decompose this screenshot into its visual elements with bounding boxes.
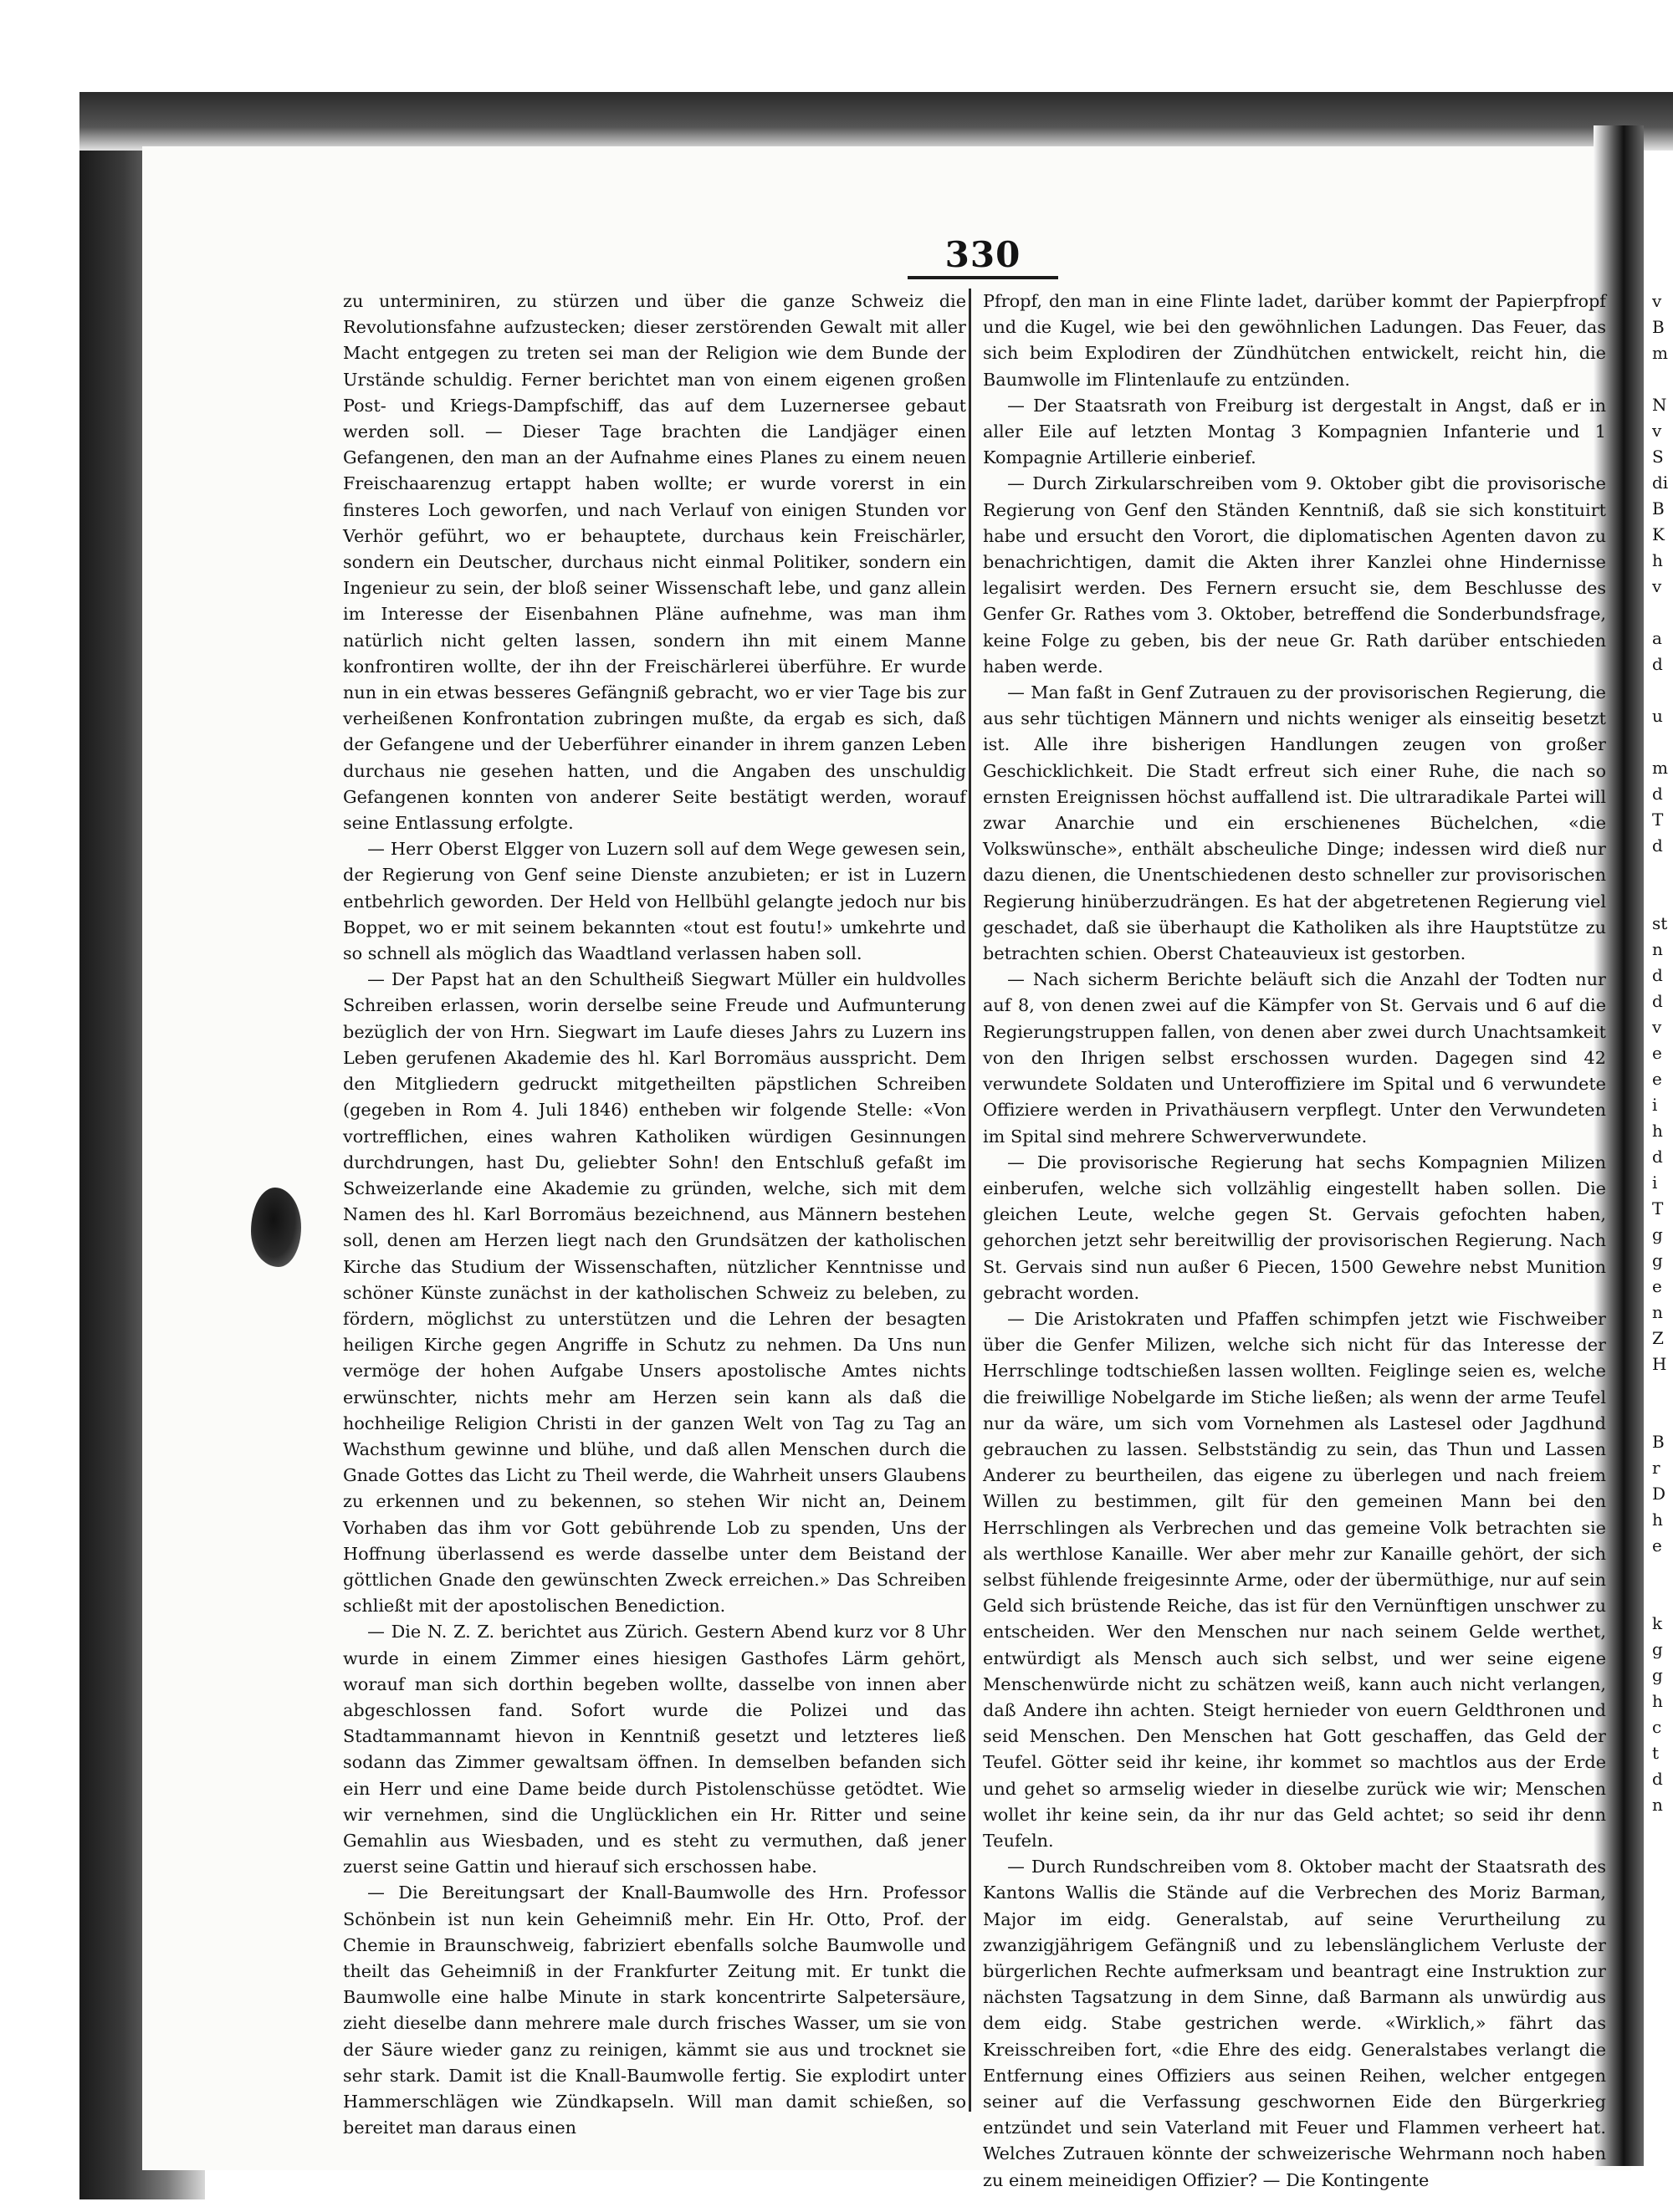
left-column <box>343 289 967 2138</box>
ink-blot <box>251 1188 301 1267</box>
right-paragraph: — Durch Zirkularschreiben vom 9. Oktober gibt die provisorische Regierung von Genf den Ständen Kenntniß, daß sie sich konstituirt habe und ersucht den Vorort, die diplomatischen Agenten davon zu benachrichtigen, damit die Akten ihrer Kanzlei ohne Hindernisse legalisirt werden. Des Fernern ersucht sie, dem Beschlusse des Genfer Gr. Rathes vom 3. Oktober, betreffend die Sonderbundsfrage, keine Folge zu geben, bis der neue Gr. Rath darüber entschieden haben werde. <box>983 473 1606 677</box>
left-paragraph: zu unterminiren, zu stürzen und über die ganze Schweiz die Revolutionsfahne aufzustecken; dieser zerstörenden Gewalt mit aller Macht entgegen zu treten sei man der Religion wie dem Bunde der Urstände schuldig. Ferner berichtet man von einem eigenen großen Post- und Kriegs-Dampfschiff, das auf dem Luzernersee gebaut werden soll. — Dieser Tage brachten die Landjäger einen Gefangenen, den man an der Aufnahme eines Planes zu einem neuen Freischaarenzug ertappt haben wollte; er wurde vorerst in ein finsteres Loch geworfen, und nach Verlauf von einigen Stunden vor Verhör geführt, wo er behauptete, durchaus kein Freischärler, sondern ein Deutscher, durchaus nicht einmal Politiker, sondern ein Ingenieur zu sein, der bloß seiner Wissenschaft lebe, und ganz allein im Interesse der Eisenbahnen Pläne aufnehme, was man ihm natürlich nicht gelten lassen, sondern ihn mit einem Manne konfrontiren wollte, der ihn der Freischärlerei überführe. Er wurde nun in ein etwas besseres Gefängniß gebracht, wo er vier Tage bis zur verheißenen Konfrontation zubringen mußte, da ergab es sich, daß der Gefangene und der Ueberführer einander in ihrem ganzen Leben durchaus nie gesehen hatten, und die Angaben des unschuldig Gefangenen konnten von anderer Seite bestätigt werden, worauf seine Entlassung erfolgte. <box>343 291 967 834</box>
left-paragraph: — Die N. Z. Z. berichtet aus Zürich. Gestern Abend kurz vor 8 Uhr wurde in einem Zimmer eines hiesigen Gasthofes Lärm gehört, worauf man sich dorthin begeben wollte, dasselbe von innen aber abgeschlossen fand. Sofort wurde die Polizei und das Stadtammannamt hievon in Kenntniß gesetzt und letzteres ließ sodann das Zimmer gewaltsam öffnen. In demselben befanden sich ein Herr und eine Dame beide durch Pistolenschüsse getödtet. Wie wir vernehmen, sind die Unglücklichen ein Hr. Ritter und seine Gemahlin aus Wiesbaden, und es steht zu vermuthen, daß jener zuerst seine Gattin und hierauf sich erschossen habe. <box>343 1622 966 1877</box>
left-paragraph: — Die Bereitungsart der Knall-Baumwolle des Hrn. Professor Schönbein ist nun kein Geheimniß mehr. Ein Hr. Otto, Prof. der Chemie in Braunschweig, fabriziert ebenfalls solche Baumwolle und theilt das Geheimniß in der Frankfurter Zeitung mit. Er tunkt die Baumwolle eine halbe Minute in stark koncentrirte Salpetersäure, zieht dieselbe dann mehrere male durch frisches Wasser, um sie von der Säure wieder ganz zu reinigen, kämmt sie aus und trocknet sie sehr stark. Damit ist die Knall-Baumwolle fertig. Sie explodirt unter Hammerschlägen wie Zündkapseln. Will man damit schießen, so bereitet man daraus einen <box>343 1882 966 2138</box>
column-divider <box>969 289 971 2112</box>
right-paragraph: — Nach sicherm Berichte beläuft sich die Anzahl der Todten nur auf 8, von denen zwei auf die Kämpfer von St. Gervais und 6 auf die Regierungstruppen fallen, von denen aber zwei durch Unachtsamkeit von den Ihrigen selbst erschossen wurden. Dagegen sind 42 verwundete Soldaten und Unteroffiziere im Spital und 6 verwundete Offiziere werden in Privathäusern verpflegt. Unter den Verwundeten im Spital sind mehrere Schwerverwundete. <box>983 969 1606 1147</box>
right-paragraph: — Die Aristokraten und Pfaffen schimpfen jetzt wie Fischweiber über die Genfer Milizen, welche sich nicht für das Interesse der Herrschlinge todtschießen lassen wollten. Feiglinge seien es, welche die freiwillige Nobelgarde im Stiche ließen; als wenn der arme Teufel nur da wäre, um sich vom Vornehmen als Lastesel oder Jagdhund gebrauchen zu lassen. Selbstständig zu sein, das Thun und Lassen Anderer zu beurtheilen, das eigene zu überlegen und nach freiem Willen zu bestimmen, gilt für den gemeinen Mann bei den Herrschlingen als Verbrechen und das gemeine Volk betrachten sie als werthlose Kanaille. Wer aber mehr zur Kanaille gehört, der sich selbst fühlende freigesinnte Arme, oder der übermüthige, nur auf sein Geld sich brüstende Reiche, das ist für den Vernünftigen unschwer zu entscheiden. Wer den Menschen nur nach seinem Gelde werthet, entwürdigt als Mensch auch sich selbst, und wer seine eigene Menschenwürde nicht zu schätzen weiß, kann auch nicht verlangen, daß Andere ihn achten. Steigt hernieder von euern Geldthronen und seid Menschen. Den Menschen hat Gott geschaffen, das Geld der Teufel. Götter seid ihr keine, ihr kommet so machtlos aus der Erde und gehet so armselig wieder in dieselbe zurück wie wir; Menschen wollet ihr keine sein, da ihr nur das Geld achtet; so seid ihr denn Teufeln. <box>983 1308 1606 1851</box>
left-paragraph: — Herr Oberst Elgger von Luzern soll auf dem Wege gewesen sein, der Regierung von Genf seine Dienste anzubieten; er ist in Luzern entbehrlich geworden. Der Held von Hellbühl gelangte jedoch nur bis Boppet, wo er mit seinem bekannten «tout est foutu!» umkehrte und so schnell als möglich das Waadtland verlassen haben soll. <box>343 839 966 964</box>
next-page-edge-text: v B m N v S di B K h v a d u m d T d st n d d v e e i h d i T g g e n Z H B r D h e k g g h c t d n <box>1652 291 1669 1815</box>
left-paragraph: — Der Papst hat an den Schultheiß Siegwart Müller ein huldvolles Schreiben erlassen, worin derselbe seine Freude und Aufmunterung bezüglich der von Hrn. Siegwart im Laufe dieses Jahrs zu Luzern ins Leben gerufenen Akademie des hl. Karl Borromäus ausspricht. Dem den Mitgliedern gedruckt mitgetheilten päpstlichen Schreiben (gegeben in Rom 4. Juli 1846) entheben wir folgende Stelle: «Von vortrefflichen, eines wahren Katholiken würdigen Gesinnungen durchdrungen, hast Du, geliebter Sohn! den Entschluß gefaßt im Schweizerlande eine Akademie zu gründen, welche, sich mit dem Namen des hl. Karl Borromäus bezeichnend, aus Männern bestehen soll, denen am Herzen liegt nach den Grundsätzen der katholischen Kirche das Studium der Wissenschaften, nützlicher Kenntnisse und schöner Künste zunächst in der katholischen Schweiz zu beleben, zu fördern, möglichst zu unterstützen und die Lehren der besagten heiligen Kirche gegen Angriffe in Schutz zu nehmen. Da Uns nun vermöge der hohen Aufgabe Unsers apostolische Amtes nichts erwünschter, nichts mehr am Herzen sein kann als daß die hochheilige Religion Christi in der ganzen Welt von Tag zu Tag an Wachsthum gewinne und blühe, und daß allen Menschen durch die Gnade Gottes das Licht zu Theil werde, die Wahrheit unsers Glaubens zu erkennen und zu bekennen, so stehen Wir nicht an, Deinem Vorhaben das ihm vor Gott gebührende Lob zu spenden, Uns der Hoffnung überlassend es werde dasselbe unter dem Beistand der göttlichen Gnade den gewünschten Zweck erreichen.» Das Schreiben schließt mit der apostolischen Benediction. <box>343 969 966 1617</box>
right-paragraph: — Man faßt in Genf Zutrauen zu der provisorischen Regierung, die aus sehr tüchtigen Männern und nichts weniger als einseitig besetzt ist. Alle ihre bisherigen Handlungen zeugen von großer Geschicklichkeit. Die Stadt erfreut sich einer Ruhe, die nach so ernsten Ereignissen höchst auffallend ist. Die ultraradikale Partei will zwar Anarchie und ein erschienenes Büchelchen, «die Volkswünsche», enthält abscheuliche Dinge; indessen wird dieß nur dazu dienen, die Unentschiedenen desto schneller zur provisorischen Regierung hinüberzudrängen. Es hat der abgetretenen Regierung viel geschadet, daß sie überhaupt die Katholiken als ihre Hauptstütze zu betrachten schien. Oberst Chateauvieux ist gestorben. <box>983 682 1606 964</box>
right-column <box>983 289 1606 2190</box>
page-number: 330 <box>944 234 1021 275</box>
right-paragraph: Pfropf, den man in eine Flinte ladet, darüber kommt der Papierpfropf und die Kugel, wie bei den gewöhnlichen Ladungen. Das Feuer, das sich beim Explodiren der Zündhütchen entwickelt, reicht hin, die Baumwolle im Flintenlaufe zu entzünden. <box>983 291 1606 390</box>
right-paragraph: — Der Staatsrath von Freiburg ist dergestalt in Angst, daß er in aller Eile auf letzten Montag 3 Kompagnien Infanterie und 1 Kompagnie Artillerie einberief. <box>983 395 1606 468</box>
right-paragraph: — Durch Rundschreiben vom 8. Oktober macht der Staatsrath des Kantons Wallis die Stände auf die Verbrechen des Moriz Barman, Major im eidg. Generalstab, auf seine Verurtheilung zu zwanzigjährigem Gefängniß und zu lebenslänglichem Verluste der bürgerlichen Rechte aufmerksam und beantragt eine Instruktion zur nächsten Tagsatzung in dem Sinne, daß Barmann als unwürdig aus dem eidg. Stabe gestrichen werde. «Wirklich,» fährt das Kreisschreiben fort, «die Ehre des eidg. Generalstabes verlangt die Entfernung eines Offiziers aus seinen Reihen, welcher entgegen seiner auf die Verfassung geschwornen Eide den Bürgerkrieg entzündet und sein Vaterland mit Feuer und Flammen verheert hat. Welches Zutrauen könnte der schweizerische Wehrmann noch haben zu einem meineidigen Offizier? — Die Kontingente <box>983 1857 1606 2190</box>
header-rule <box>908 276 1058 279</box>
scan-top-shadow <box>79 92 1673 151</box>
right-paragraph: — Die provisorische Regierung hat sechs Kompagnien Milizen einberufen, welche sich vollzählig eingestellt haben sollen. Die gleichen Leute, welche gegen St. Gervais gefochten haben, gehorchen jetzt sehr bereitwillig der provisorischen Regierung. Nach St. Gervais sind nun außer 6 Piecen, 1500 Gewehre nebst Munition gebracht worden. <box>983 1152 1606 1303</box>
